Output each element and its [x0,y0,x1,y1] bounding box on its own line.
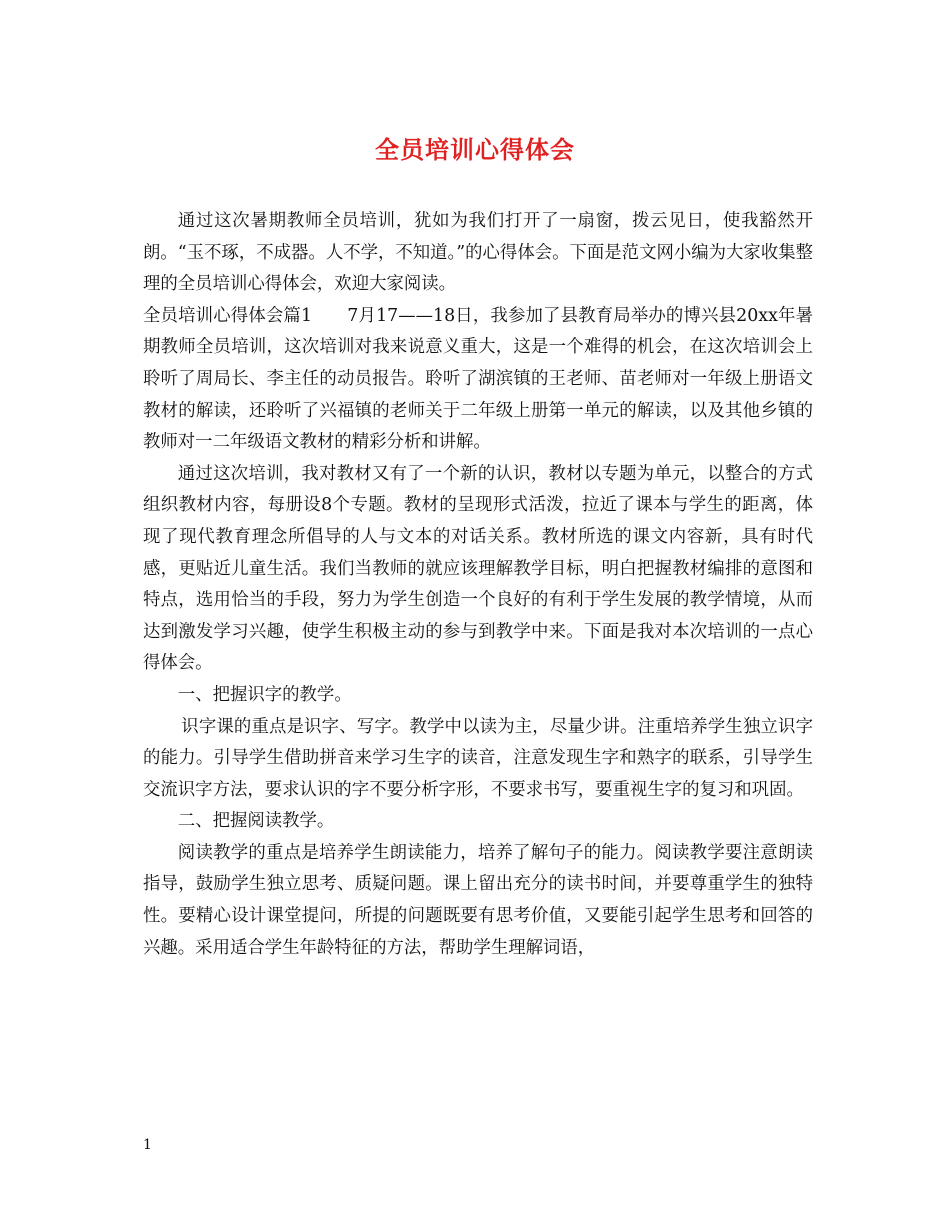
page-title: 全员培训心得体会 [375,135,575,164]
paragraph-literacy: 识字课的重点是识字、写字。教学中以读为主，尽量少讲。注重培养学生独立识字的能力。引导学生借助拼音来学习生字的读音，注意发现生字和熟字的联系，引导学生交流识字方法，要求认识的字不要分析字形，不要求书写，要重视生字的复习和巩固。 [143,716,813,800]
paragraph-intro: 通过这次暑期教师全员培训，犹如为我们打开了一扇窗，拨云见日，使我豁然开朗。“玉不琢，不成器。人不学，不知道。”的心得体会。下面是范文网小编为大家收集整理的全员培训心得体会，欢迎大家阅读。 [143,211,813,295]
paragraph-body: 通过这次培训，我对教材又有了一个新的认识，教材以专题为单元，以整合的方式组织教材内容，每册设8个专题。教材的呈现形式活泼，拉近了课本与学生的距离，体现了现代教育理念所倡导的人与文本的对话关系。教材所选的课文内容新，具有时代感，更贴近儿童生活。我们当教师的就应该理解教学目标，明白把握教材编排的意图和特点，选用恰当的手段，努力为学生创造一个良好的有利于学生发展的教学情境，从而达到激发学习兴趣，使学生积极主动的参与到教学中来。下面是我对本次培训的一点心得体会。 [143,463,813,674]
section-heading-1: 一、把握识字的教学。 [177,684,352,705]
paragraph-section-1: 全员培训心得体会篇1 7月17——18日，我参加了县教育局举办的博兴县20xx年暑期教师全员培训，这次培训对我来说意义重大，这是一个难得的机会，在这次培训会上聆听了周局长、李主任的动员报告。聆听了湖滨镇的王老师、苗老师对一年级上册语文教材的解读，还聆听了兴福镇的老师关于二年级上册第一单元的解读，以及其他乡镇的教师对一二年级语文教材的精彩分析和讲解。 [143,305,813,453]
paragraph-reading: 阅读教学的重点是培养学生朗读能力，培养了解句子的能力。阅读教学要注意朗读指导，鼓励学生独立思考、质疑问题。课上留出充分的读书时间，并要尊重学生的独特性。要精心设计课堂提问，所提的问题既要有思考价值，又要能引起学生思考和回答的兴趣。采用适合学生年龄特征的方法，帮助学生理解词语， [143,842,813,958]
page-number: 1 [143,1137,152,1153]
document-body [143,206,813,964]
section-heading-2: 二、把握阅读教学。 [177,811,335,832]
